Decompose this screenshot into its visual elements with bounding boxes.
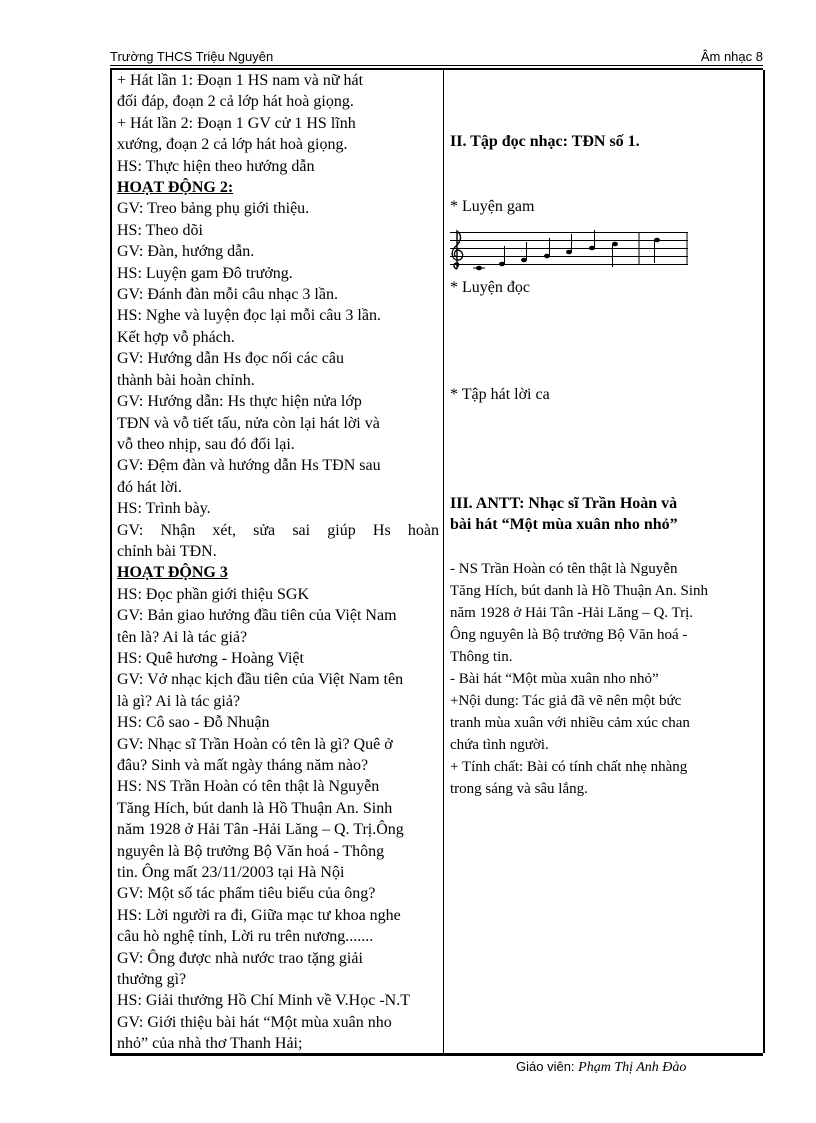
composer-bio <box>450 558 758 800</box>
bio-line: tranh mùa xuân với nhiều cảm xúc chan <box>450 715 690 731</box>
activity-line: HS: Quê hương - Hoàng Việt <box>117 649 304 667</box>
activity-line: là gì? Ai là tác giả? <box>117 692 241 710</box>
subject-name: Âm nhạc 8 <box>700 49 763 64</box>
activity-line: GV: Đệm đàn và hướng dẫn Hs TĐN sau <box>117 457 381 475</box>
activity-line: Kết hợp vỗ phách. <box>117 328 235 346</box>
column-divider <box>443 70 444 1053</box>
note-la <box>589 230 595 250</box>
section-2-title: II. Tập đọc nhạc: TĐN số 1. <box>450 133 640 150</box>
activity-line: HS: Thực hiện theo hướng dẫn <box>117 157 315 175</box>
lyrics-practice-label: * Tập hát lời ca <box>450 386 550 403</box>
activity-line: HS: NS Trần Hoàn có tên thật là Nguyễn <box>117 778 380 796</box>
activity-line: HS: Giải thưởng Hồ Chí Minh về V.Học -N.T <box>117 992 410 1010</box>
note-do <box>473 266 485 271</box>
activity-heading: HOẠT ĐỘNG 3 <box>117 564 228 582</box>
activity-line: HS: Theo dõi <box>117 221 203 239</box>
activity-line: HS: Luyện gam Đô trưởng. <box>117 264 293 282</box>
teacher-name: Phạm Thị Anh Đào <box>578 1060 687 1075</box>
activity-line: HS: Trình bày. <box>117 500 211 518</box>
teacher-label: Giáo viên: <box>516 1059 575 1074</box>
note-si <box>612 242 618 267</box>
activity-line: GV: Nhạc sĩ Trần Hoàn có tên là gì? Quê ở <box>117 735 393 753</box>
activity-line: + Hát lần 1: Đoạn 1 HS nam và nữ hát <box>117 72 364 89</box>
bio-line: Ông nguyên là Bộ trưởng Bộ Văn hoá - <box>450 627 688 643</box>
activity-line: tên là? Ai là tác giả? <box>117 628 248 646</box>
page-footer <box>516 1059 686 1076</box>
activity-line: GV: Nhận xét, sửa sai giúp Hs hoàn <box>117 521 439 539</box>
activity-line: GV: Đàn, hướng dẫn. <box>117 243 255 261</box>
activity-line: thành bài hoàn chỉnh. <box>117 371 255 389</box>
activity-line: tin. Ông mất 23/11/2003 tại Hà Nội <box>117 864 345 882</box>
reading-practice-label: * Luyện đọc <box>450 279 530 296</box>
note-re <box>499 246 505 266</box>
note-do-high <box>654 238 660 263</box>
school-name: Trường THCS Triệu Nguyên <box>110 49 274 64</box>
activity-line: nhỏ” của nhà thơ Thanh Hải; <box>117 1035 303 1053</box>
bio-line: Thông tin. <box>450 649 513 665</box>
section-3-title-line2: bài hát “Một mùa xuân nho nhỏ” <box>450 516 678 533</box>
section-3-title-line1: III. ANTT: Nhạc sĩ Trần Hoàn và <box>450 495 678 512</box>
activities-column <box>117 70 439 1053</box>
activity-line: GV: Một số tác phẩm tiêu biểu của ông? <box>117 885 376 903</box>
note-mi <box>521 242 527 262</box>
scale-practice-label: * Luyện gam <box>450 198 535 215</box>
note-sol <box>566 234 572 254</box>
activity-line: đối đáp, đoạn 2 cả lớp hát hoà giọng. <box>117 93 354 111</box>
activity-line: + Hát lần 2: Đoạn 1 GV cử 1 HS lĩnh <box>117 114 356 132</box>
bio-line: chứa tình người. <box>450 737 549 753</box>
activity-line: Tăng Hích, bút danh là Hồ Thuận An. Sinh <box>117 799 393 817</box>
bio-line: - Bài hát “Một mùa xuân nho nhỏ” <box>450 671 659 687</box>
activity-line: GV: Hướng dẫn: Hs thực hiện nửa lớp <box>117 393 362 411</box>
activity-line: HS: Nghe và luyện đọc lại mỗi câu 3 lần. <box>117 307 381 325</box>
treble-clef-icon <box>452 231 462 269</box>
bio-line: năm 1928 ở Hải Tân -Hải Lăng – Q. Trị. <box>450 605 694 621</box>
activity-line: nguyên là Bộ trưởng Bộ Văn hoá - Thông <box>117 842 385 860</box>
bio-line: Tăng Hích, bút danh là Hồ Thuận An. Sinh <box>450 583 709 599</box>
activity-line: đó hát lời. <box>117 478 182 496</box>
activity-line: thưởng gì? <box>117 971 187 989</box>
activity-line: vỗ theo nhịp, sau đó đổi lại. <box>117 435 295 453</box>
music-staff <box>450 229 688 271</box>
activity-line: GV: Ông được nhà nước trao tặng giải <box>117 949 363 967</box>
scale-notes <box>450 229 688 271</box>
activity-line: GV: Hướng dẫn Hs đọc nối các câu <box>117 350 344 368</box>
note-fa <box>544 238 550 258</box>
activity-line: GV: Treo bảng phụ giới thiệu. <box>117 200 310 218</box>
activity-line: câu hò nghệ tỉnh, Lời ru trên nương....... <box>117 928 374 946</box>
bio-line: trong sáng và sâu lắng. <box>450 781 588 797</box>
activity-line: năm 1928 ở Hải Tân -Hải Lăng – Q. Trị.Ông <box>117 821 404 839</box>
activity-line: GV: Giới thiệu bài hát “Một mùa xuân nho <box>117 1013 392 1031</box>
activity-line: HS: Đọc phần giới thiệu SGK <box>117 585 310 603</box>
bio-line: +Nội dung: Tác giả đã vẽ nên một bức <box>450 693 682 709</box>
page-header <box>110 49 763 66</box>
activity-line: GV: Vở nhạc kịch đầu tiên của Việt Nam tên <box>117 671 404 689</box>
activity-line: đâu? Sinh và mất ngày tháng năm nào? <box>117 757 369 774</box>
footer-divider <box>110 1053 763 1056</box>
activity-line: HS: Lời người ra đi, Giữa mạc tư khoa nghe <box>117 906 401 924</box>
bio-line: - NS Trần Hoàn có tên thật là Nguyễn <box>450 561 678 577</box>
lesson-table <box>110 70 765 1053</box>
activity-line: GV: Bản giao hưởng đầu tiên của Việt Nam <box>117 607 397 625</box>
bio-line: + Tính chất: Bài có tính chất nhẹ nhàng <box>450 759 688 775</box>
activity-line: GV: Đánh đàn mỗi câu nhạc 3 lần. <box>117 286 338 304</box>
activity-line: TĐN và vỗ tiết tấu, nửa còn lại hát lời và <box>117 414 380 432</box>
activity-line: HS: Cô sao - Đỗ Nhuận <box>117 714 270 732</box>
activity-line: xướng, đoạn 2 cả lớp hát hoà giọng. <box>117 136 348 154</box>
activity-line: chỉnh bài TĐN. <box>117 542 217 560</box>
activity-heading: HOẠT ĐỘNG 2: <box>117 179 234 197</box>
